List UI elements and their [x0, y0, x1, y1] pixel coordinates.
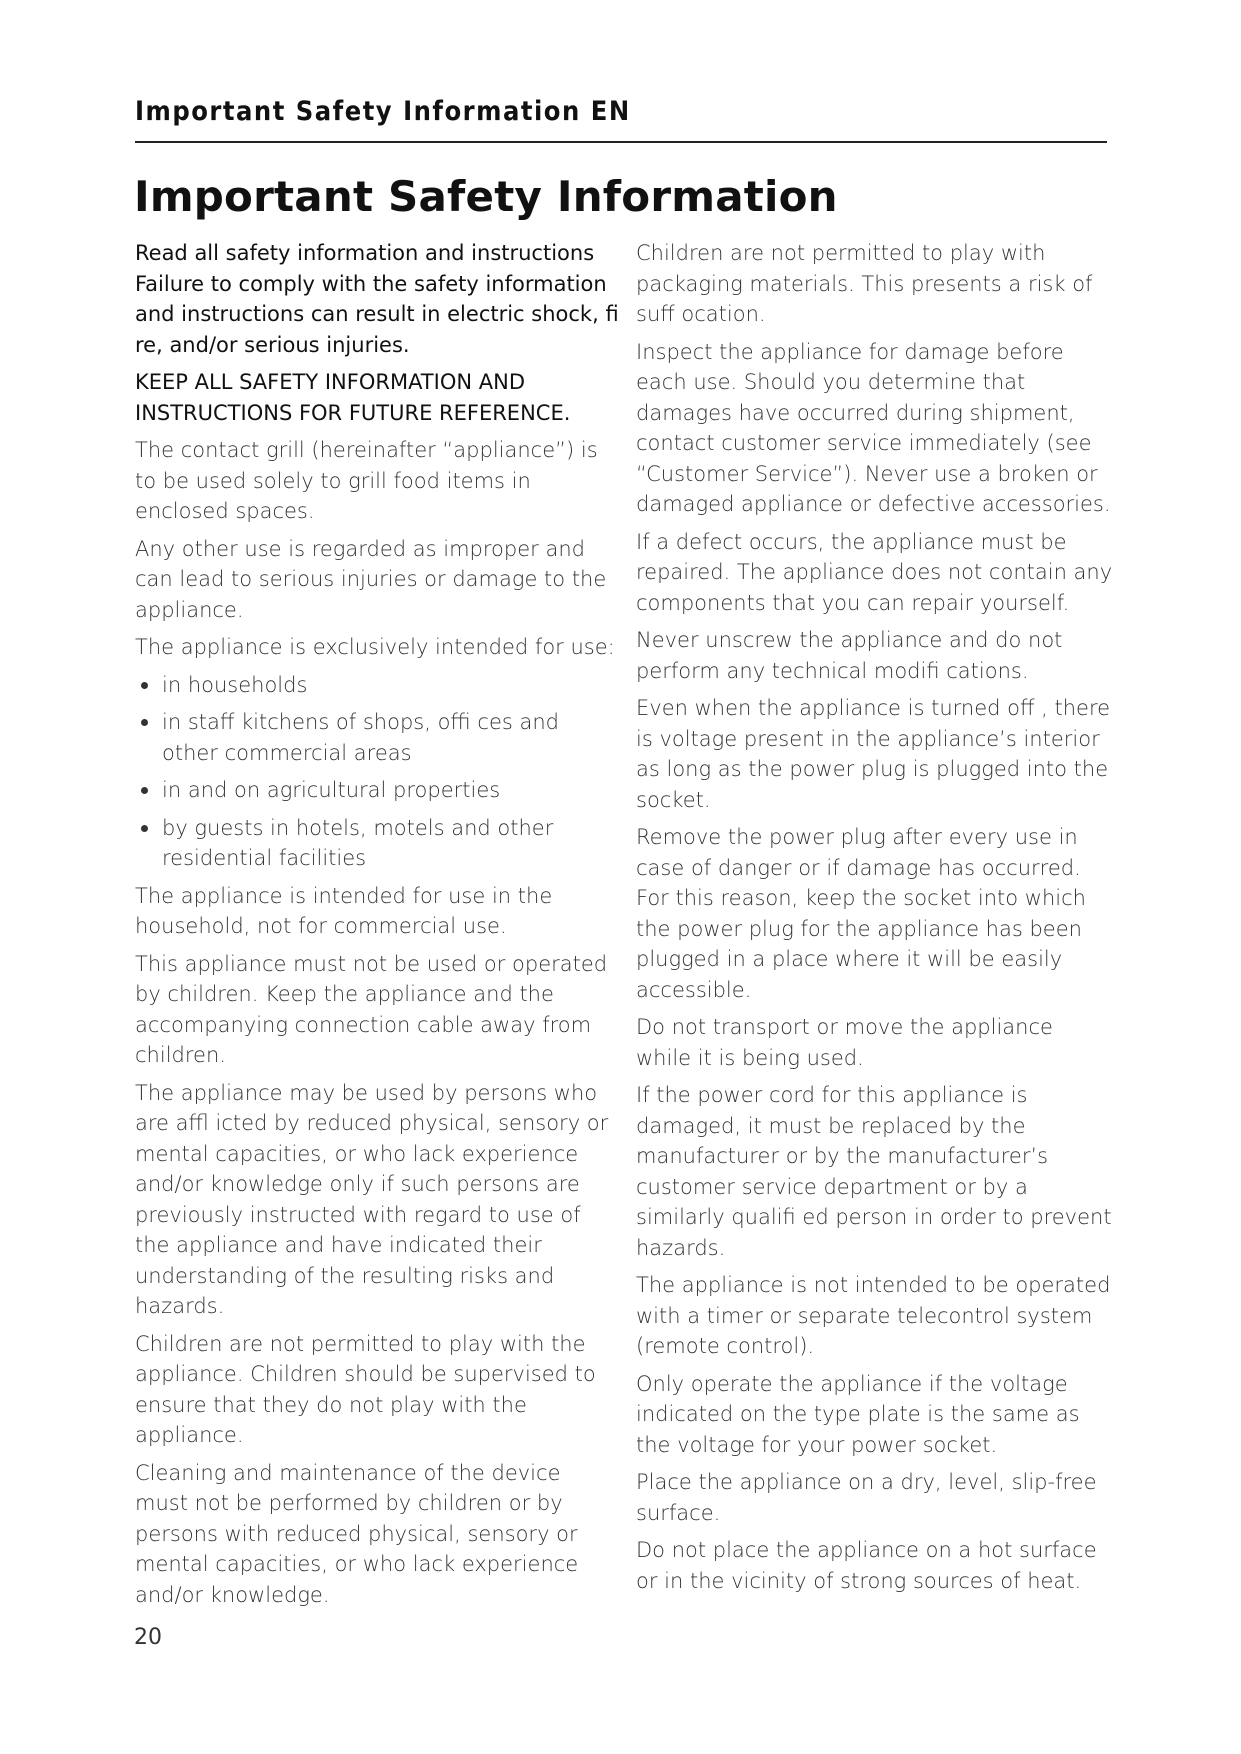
remove-plug-paragraph: Remove the power plug after every use in case of danger or if damage has occurred. For this reason, keep the socket into which the power plug for the appliance has been plugged in a place where it will be easily accessible. [636, 825, 1086, 1002]
list-item: in and on agricultural properties [135, 775, 620, 806]
damaged-cord-paragraph: If the power cord for this appliance is damaged, it must be replaced by the manufacturer or by the manufacturer’s customer service department or by a similarly qualifi ed person in order to prevent hazards. [636, 1083, 1112, 1260]
exclusive-use-paragraph: The appliance is exclusively intended for use: [135, 635, 615, 659]
defect-repair-paragraph: If a defect occurs, the appliance must be repaired. The appliance does not contain any components that you can repair yourself. [636, 529, 1113, 615]
intended-use-paragraph: The contact grill (hereinafter “appliance”) is to be used solely to grill food items in enclosed spaces. [135, 438, 598, 523]
page-title: Important Safety Information [134, 172, 838, 221]
inspect-damage-paragraph: Inspect the appliance for damage before each use. Should you determine that damages have occurred during shipment, contact customer service immediately (see “Customer Service”). Never use a broken or damaged appliance or defective accessories. [636, 339, 1111, 516]
household-use-paragraph: The appliance is intended for use in the household, not for commercial use. [135, 883, 553, 938]
children-operation-paragraph: This appliance must not be used or operated by children. Keep the appliance and the accompanying connection cable away from children. [135, 951, 608, 1067]
keep-instructions-notice: KEEP ALL SAFETY INFORMATION AND INSTRUCTIONS FOR FUTURE REFERENCE. [135, 370, 571, 425]
placement-paragraph: Place the appliance on a dry, level, slip-free surface. [636, 1470, 1097, 1525]
do-not-move-paragraph: Do not transport or move the appliance while it is being used. [636, 1015, 1053, 1070]
heat-source-paragraph: Do not place the appliance on a hot surface or in the vicinity of strong sources of heat. [636, 1538, 1097, 1593]
intro-warning: Read all safety information and instructions Failure to comply with the safety information and instructions can result in electric shock, fi re, and/or serious injuries. [135, 241, 619, 357]
list-item: by guests in hotels, motels and other residential facilities [135, 813, 620, 874]
list-item: in households [135, 670, 620, 701]
voltage-present-paragraph: Even when the appliance is turned off , there is voltage present in the appliance’s interior as long as the power plug is plugged into the socket. [636, 696, 1111, 812]
no-modifications-paragraph: Never unscrew the appliance and do not perform any technical modifi cations. [636, 628, 1063, 683]
improper-use-paragraph: Any other use is regarded as improper and can lead to serious injuries or damage to the appliance. [135, 536, 607, 622]
list-item: in staff kitchens of shops, offi ces and other commercial areas [135, 707, 620, 768]
reduced-capacity-paragraph: The appliance may be used by persons who are affl icted by reduced physical, sensory or mental capacities, or who lack experience and/or knowledge only if such persons are previously instructed with regard to use of the appliance and have indicated their understanding of the resulting risks and hazards. [135, 1080, 609, 1318]
cleaning-maintenance-paragraph: Cleaning and maintenance of the device must not be performed by children or by persons with reduced physical, sensory or mental capacities, or who lack experience and/or knowledge. [135, 1460, 579, 1607]
right-column [636, 238, 1114, 1603]
voltage-match-paragraph: Only operate the appliance if the voltage indicated on the type plate is the same as the voltage for your power socket. [636, 1371, 1080, 1457]
intended-use-list [135, 670, 620, 874]
header-divider [135, 141, 1107, 143]
packaging-paragraph: Children are not permitted to play with packaging materials. This presents a risk of suff ocation. [636, 241, 1093, 326]
page-number: 20 [134, 1625, 162, 1650]
timer-paragraph: The appliance is not intended to be operated with a timer or separate telecontrol system (remote control). [636, 1273, 1111, 1358]
left-column [135, 238, 620, 1617]
children-play-paragraph: Children are not permitted to play with the appliance. Children should be supervised to ensure that they do not play with the appliance. [135, 1331, 596, 1447]
running-header: Important Safety Information EN [135, 96, 631, 127]
